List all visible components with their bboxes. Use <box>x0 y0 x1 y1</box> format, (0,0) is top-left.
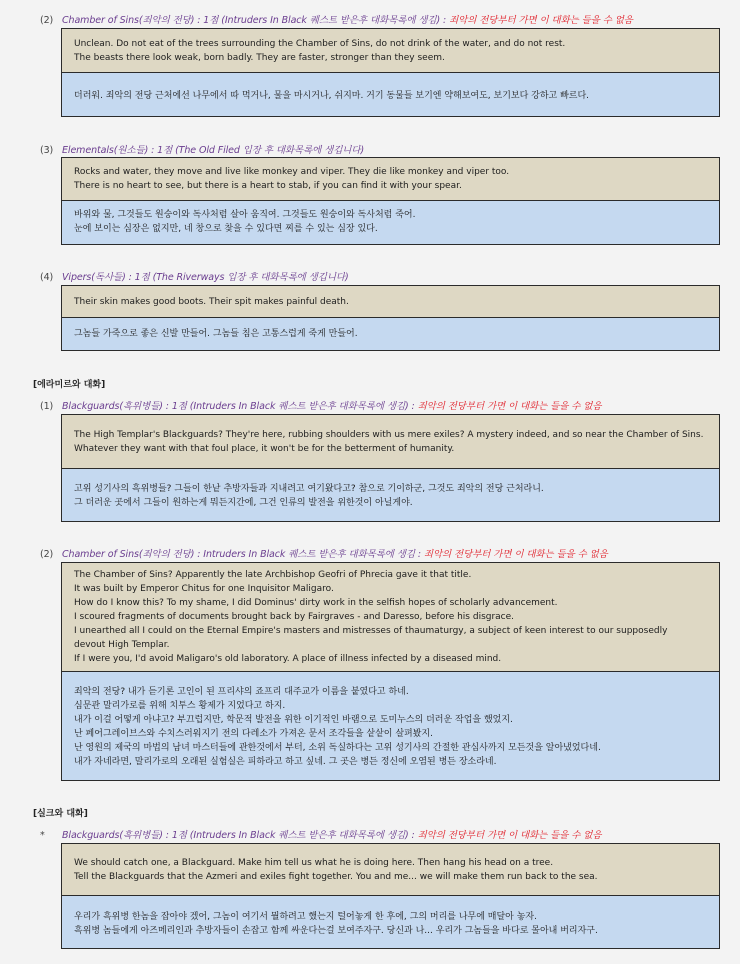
text-line: Their skin makes good boots. Their spit makes painful death. <box>74 297 349 307</box>
text-line: It was built by Emperor Chitus for one Inquisitor Maligaro. <box>74 584 334 594</box>
text-line: 심문관 말리가로를 위해 치투스 황제가 지었다고 하지. <box>74 701 286 711</box>
text-line: If I were you, I'd avoid Maligaro's old laboratory. A place of illness infected by a diseased mind. <box>74 654 502 664</box>
text-line: Whatever they want with that foul place, it won't be for the betterment of humanity. <box>74 444 455 454</box>
text-line: Unclean. Do not eat of the trees surrounding the Chamber of Sins, do not drink of the water, and do not rest. <box>74 39 566 49</box>
entry-number: (4) <box>40 272 54 283</box>
text-line: 내가 자네라면, 말리가로의 오래된 실험실은 피하라고 하고 싶네. 그 곳은 병든 정신에 오염된 병든 장소라네. <box>74 757 497 767</box>
entry-heading <box>40 546 608 560</box>
entry-number: (2) <box>40 15 54 26</box>
entry-heading <box>40 142 364 156</box>
text-line: We should catch one, a Blackguard. Make him tell us what he is doing here. Then hang his head on a tree. <box>74 858 554 868</box>
entry-title: Vipers(독사들) : 1점 (The Riverways 입장 후 대화목록에 생깁니다) <box>62 272 349 283</box>
entry-title: Elementals(원소들) : 1점 (The Old Filed 입장 후 대화목록에 생깁니다) <box>62 145 365 156</box>
entry-heading <box>40 398 601 412</box>
korean-text <box>62 318 719 350</box>
text-line: How do I know this? To my shame, I did Dominus' dirty work in the selfish hopes of scholarly advancement. <box>74 598 558 608</box>
text-line: Tell the Blackguards that the Azmeri and exiles fight together. You and me... we will make them run back to the sea. <box>74 872 598 882</box>
text-line: 우리가 흑위병 한놈을 잡아야 겠어, 그놈이 여기서 뭘하려고 했는지 털어놓게 한 후에, 그의 머리를 나무에 매달아 놓자. <box>74 912 537 922</box>
text-line: 더러워. 죄악의 전당 근처에선 나무에서 따 먹거나, 물을 마시거나, 쉬지마. 거기 동물들 보기엔 약해보여도, 보기보다 강하고 빠르다. <box>74 91 590 101</box>
entry-title: Blackguards(흑위병들) : 1점 (Intruders In Black 퀘스트 받은후 대화목록에 생김) : <box>62 830 418 841</box>
korean-text <box>62 73 719 116</box>
text-line: Rocks and water, they move and live like monkey and viper. They die like monkey and viper too. <box>74 167 510 177</box>
dialogue-box <box>61 157 720 245</box>
entry-warning: 죄악의 전당부터 가면 이 대화는 들을 수 없음 <box>417 401 602 412</box>
korean-text <box>62 201 719 244</box>
korean-text <box>62 469 719 521</box>
entry-heading <box>40 827 601 841</box>
text-line: 그 더러운 곳에서 그들이 원하는게 뭐든지간에, 그건 인류의 발전을 위한것이 아닐게야. <box>74 498 413 508</box>
entry-number: (2) <box>40 549 54 560</box>
dialogue-box <box>61 414 720 522</box>
text-line: 그놈들 가죽으로 좋은 신발 만들어. 그놈들 침은 고통스럽게 죽게 만들어. <box>74 329 358 339</box>
text-line: 난 영원의 제국의 마법의 남녀 마스터들에 관한것에서 부터, 소위 독실하다는 고위 성기사의 간절한 관심사까지 모든것을 알아냈었다네. <box>74 743 601 753</box>
entry-heading <box>40 269 349 283</box>
text-line: I scoured fragments of documents brought back by Fairgraves - and Daresso, before his disgrace. <box>74 612 515 622</box>
text-line: devout High Templar. <box>74 640 170 650</box>
korean-text <box>62 896 719 948</box>
entry-title: Blackguards(흑위병들) : 1점 (Intruders In Black 퀘스트 받은후 대화목록에 생김) : <box>62 401 418 412</box>
english-text <box>62 158 719 201</box>
dialogue-box <box>61 28 720 117</box>
text-line: 눈에 보이는 심장은 없지만, 네 창으로 찾을 수 있다면 찌를 수 있는 심장 있다. <box>74 224 378 234</box>
english-text <box>62 286 719 318</box>
text-line: 난 페어그레이브스와 수치스러워지기 전의 다레소가 가져온 문서 조각들을 샅샅이 살펴봤지. <box>74 729 433 739</box>
english-text <box>62 29 719 73</box>
english-text <box>62 415 719 469</box>
entry-warning: 죄악의 전당부터 가면 이 대화는 들을 수 없음 <box>417 830 602 841</box>
text-line: The beasts there look weak, born badly. They are faster, stronger than they seem. <box>74 53 445 63</box>
text-line: 흑위병 놈들에게 아즈메리인과 추방자들이 손잡고 함께 싸운다는걸 보여주자구. 당신과 나... 우리가 그놈들을 바다로 몰아내 버리자구. <box>74 926 598 936</box>
text-line: There is no heart to see, but there is a heart to stab, if you can find it with your spear. <box>74 181 462 191</box>
dialogue-box <box>61 843 720 949</box>
dialogue-box <box>61 285 720 351</box>
text-line: The High Templar's Blackguards? They're here, rubbing shoulders with us mere exiles? A mystery indeed, and so near the Chamber of Sins. <box>74 430 704 440</box>
text-line: The Chamber of Sins? Apparently the late Archbishop Geofri of Phrecia gave it that title. <box>74 570 472 580</box>
entry-heading <box>40 12 633 26</box>
entry-warning: 죄악의 전당부터 가면 이 대화는 들을 수 없음 <box>423 549 608 560</box>
text-line: 죄악의 전당? 내가 듣기론 고인이 된 프리샤의 죠프리 대주교가 이름을 붙였다고 하네. <box>74 687 409 697</box>
text-line: 바위와 물, 그것들도 원숭이와 독사처럼 살아 움직여. 그것들도 원숭이와 독사처럼 죽어. <box>74 210 416 220</box>
korean-text <box>62 672 719 780</box>
english-text <box>62 844 719 896</box>
section-title-silk: [실크와 대화] <box>33 809 88 819</box>
dialogue-box <box>61 562 720 781</box>
entry-number: (1) <box>40 401 54 412</box>
text-line: 고위 성기사의 흑위병들? 그들이 한낱 추방자들과 지내려고 여기왔다고? 참으로 기이하군, 그것도 죄악의 전당 근처라니. <box>74 484 544 494</box>
text-line: I unearthed all I could on the Eternal Empire's masters and mistresses of thaumaturgy, a subject of keen interest to our supposedly <box>74 626 668 636</box>
english-text <box>62 563 719 672</box>
entry-number: (3) <box>40 145 54 156</box>
entry-bullet: * <box>40 830 45 841</box>
section-title-eramir: [에라미르와 대화] <box>33 380 106 390</box>
text-line: 내가 이걸 어떻게 아냐고? 부끄럽지만, 학문적 발전을 위한 이기적인 바램으로 도미누스의 더러운 작업을 했었지. <box>74 715 513 725</box>
entry-title: Chamber of Sins(죄악의 전당) : Intruders In Black 퀘스트 받은후 대화목록에 생김 : <box>62 549 424 560</box>
entry-warning: 죄악의 전당부터 가면 이 대화는 들을 수 없음 <box>449 15 633 26</box>
entry-title: Chamber of Sins(죄악의 전당) : 1점 (Intruders In Black 퀘스트 받은후 대화목록에 생김) : <box>62 15 450 26</box>
